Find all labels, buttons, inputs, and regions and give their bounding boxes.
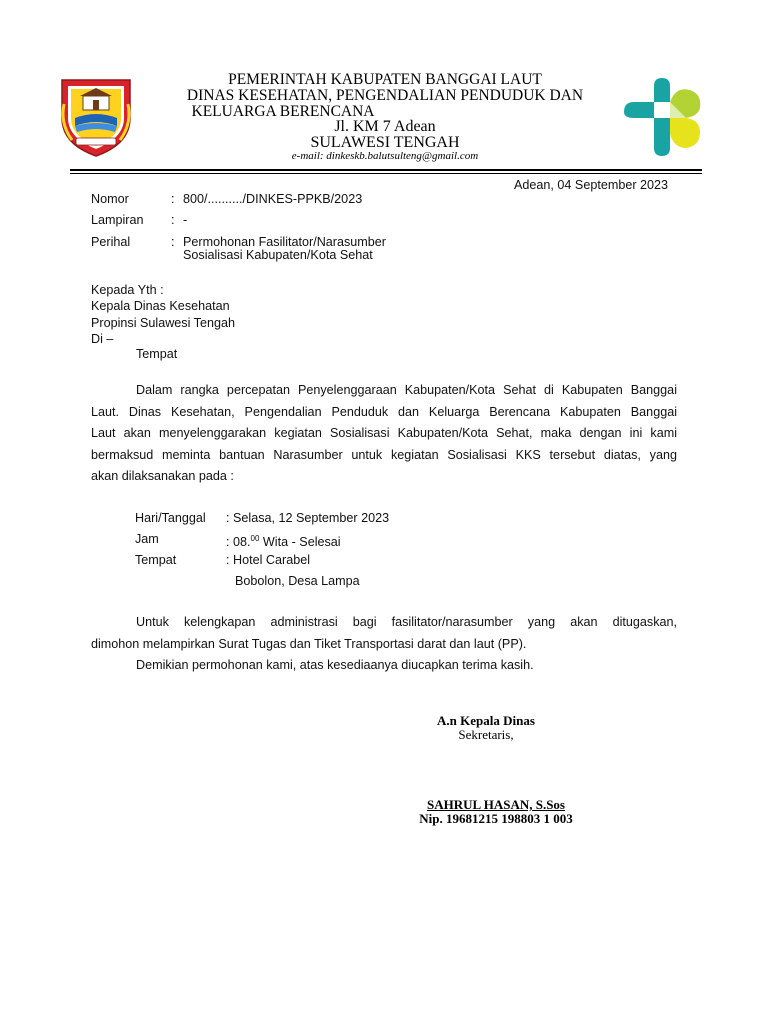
lampiran-label: Lampiran — [91, 213, 144, 227]
body-p1-line: Dalam rangka percepatan Penyelenggaraan Kabupaten/Kota Sehat di Kabupaten Banggai — [136, 383, 677, 397]
schedule-hari-value: : Selasa, 12 September 2023 — [226, 511, 390, 525]
schedule-hari-label: Hari/Tanggal — [135, 511, 206, 525]
body-paragraph-3: Demikian permohonan kami, atas kesediaanya diucapkan terima kasih. — [136, 658, 534, 672]
letterhead-government: PEMERINTAH KABUPATEN BANGGAI LAUT — [228, 71, 542, 88]
body-paragraph-1 — [91, 380, 677, 488]
recipient-di: Di – — [91, 332, 114, 346]
letterhead-agency-line1: DINAS KESEHATAN, PENGENDALIAN PENDUDUK DAN — [186, 87, 584, 104]
body-p1-line: Laut akan menyelenggarakan kegiatan Sosialisasi Kabupaten/Kota Sehat, maka dengan ini kami — [91, 426, 677, 440]
body-paragraph-2 — [91, 612, 677, 655]
jam-minutes: 00 — [250, 534, 260, 543]
letterhead-address: Jl. KM 7 Adean — [334, 118, 436, 135]
letter-date: Adean, 04 September 2023 — [514, 178, 669, 192]
body-p1-line: bermaksud meminta bantuan Narasumber untuk kegiatan Sosialisasi KKS tersebut diatas, yang — [91, 447, 677, 462]
letterhead-email: e-mail: dinkeskb.balutsulteng@gmail.com — [291, 150, 479, 162]
lampiran-value: - — [183, 213, 188, 227]
letterhead-province: SULAWESI TENGAH — [310, 134, 460, 151]
recipient-greeting: Kepada Yth : — [91, 283, 164, 297]
letterhead-agency-line2: KELUARGA BERENCANA — [191, 103, 375, 120]
nomor-label: Nomor — [91, 192, 129, 206]
recipient-name: Kepala Dinas Kesehatan — [91, 299, 230, 313]
recipient-place: Tempat — [136, 347, 178, 361]
nomor-colon: : — [171, 192, 175, 206]
schedule-tempat-label: Tempat — [135, 553, 177, 567]
schedule-jam-value — [226, 531, 341, 550]
signature-name: SAHRUL HASAN, S.Sos — [427, 797, 565, 812]
jam-suffix: Wita - Selesai — [259, 535, 341, 550]
regency-coat-of-arms-logo — [58, 74, 134, 158]
perihal-value-line2: Sosialisasi Kabupaten/Kota Sehat — [183, 248, 373, 262]
schedule-tempat-value: : Hotel Carabel — [226, 553, 310, 567]
body-p1-line: akan dilaksanakan pada : — [91, 469, 234, 483]
nomor-value: 800/........../DINKES-PPKB/2023 — [183, 192, 363, 206]
perihal-colon: : — [171, 235, 175, 249]
body-p2-line: dimohon melampirkan Surat Tugas dan Tiket Transportasi darat dan laut (PP). — [91, 636, 527, 651]
letterhead-divider-thick — [70, 169, 702, 171]
lampiran-colon: : — [171, 213, 175, 227]
perihal-label: Perihal — [91, 235, 131, 249]
letterhead-divider-thin — [70, 173, 702, 174]
perihal-value-line1: Permohonan Fasilitator/Narasumber — [183, 235, 386, 249]
schedule-jam-label: Jam — [135, 532, 159, 546]
signature-role: Sekretaris, — [458, 727, 514, 742]
body-p1-line: Laut. Dinas Kesehatan, Pengendalian Penduduk dan Keluarga Berencana Kabupaten Banggai — [91, 404, 677, 419]
schedule-tempat-value-2: Bobolon, Desa Lampa — [235, 574, 360, 588]
signature-nip: Nip. 19681215 198803 1 003 — [419, 811, 573, 826]
jam-prefix: : 08. — [226, 535, 251, 550]
recipient-province: Propinsi Sulawesi Tengah — [91, 316, 235, 330]
body-p2-line: Untuk kelengkapan administrasi bagi fasilitator/narasumber yang akan ditugaskan, — [136, 615, 677, 629]
signature-title: A.n Kepala Dinas — [437, 713, 535, 728]
kemenkes-health-logo — [620, 76, 708, 158]
